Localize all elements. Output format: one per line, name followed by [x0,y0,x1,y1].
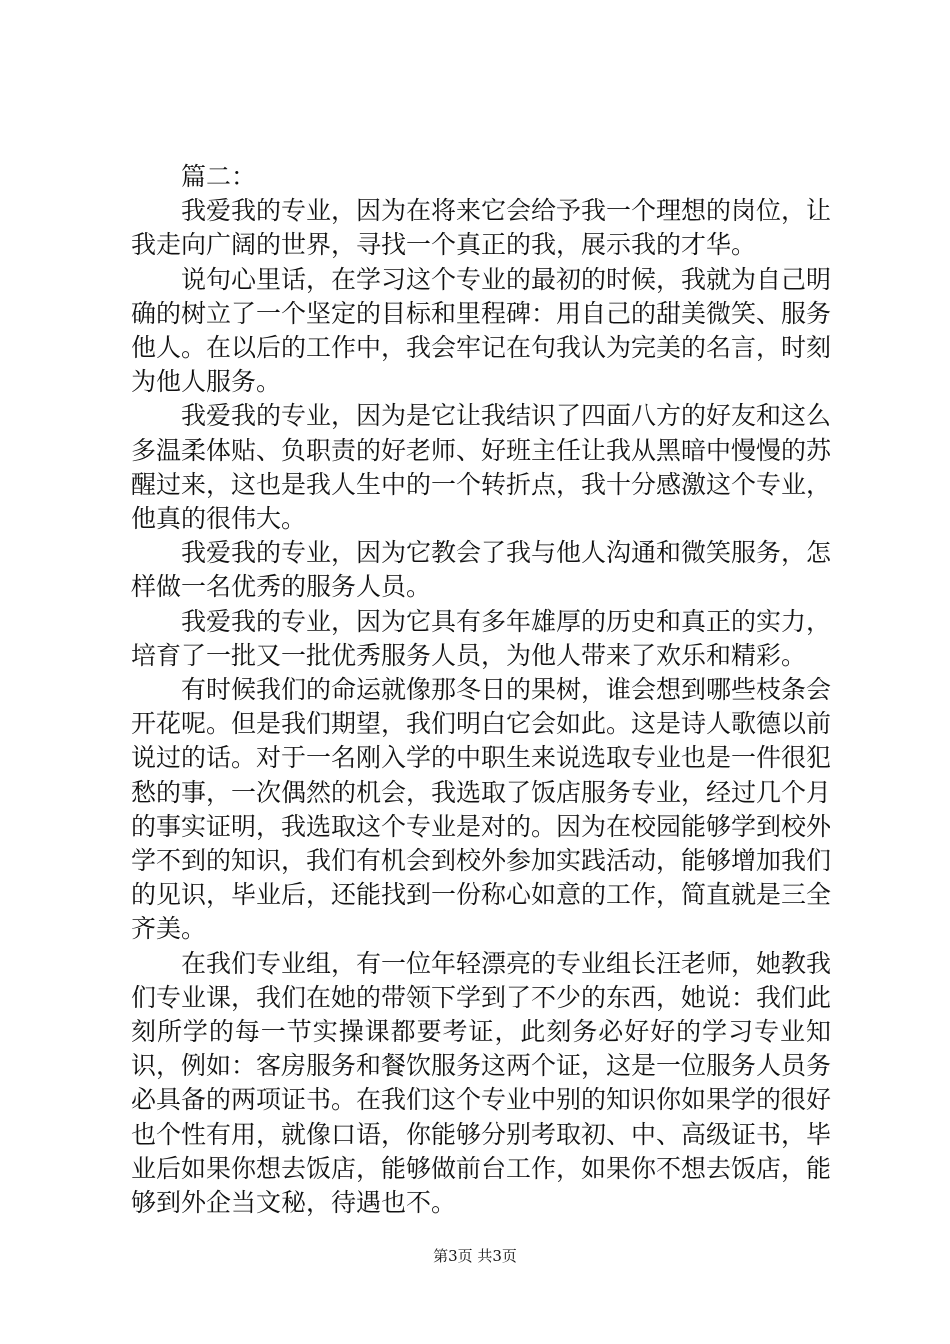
paragraph: 我爱我的专业，因为在将来它会给予我一个理想的岗位，让我走向广阔的世界，寻找一个真正的我，展示我的才华。 [131,196,832,260]
paragraph: 我爱我的专业，因为它教会了我与他人沟通和微笑服务，怎样做一名优秀的服务人员。 [131,538,832,602]
paragraph: 我爱我的专业，因为它具有多年雄厚的历史和真正的实力，培育了一批又一批优秀服务人员，为他人带来了欢乐和精彩。 [131,606,832,670]
paragraph: 说句心里话，在学习这个专业的最初的时候，我就为自己明确的树立了一个坚定的目标和里程碑：用自己的甜美微笑、服务他人。在以后的工作中，我会牢记在句我认为完美的名言，时刻为他人服务。 [131,264,832,397]
paragraph: 我爱我的专业，因为是它让我结识了四面八方的好友和这么多温柔体贴、负职责的好老师、好班主任让我从黑暗中慢慢的苏醒过来，这也是我人生中的一个转折点，我十分感激这个专业，他真的很伟大。 [131,401,832,534]
document-body [131,160,831,1220]
section-heading: 篇二： [181,162,257,191]
paragraph: 在我们专业组，有一位年轻漂亮的专业组长汪老师，她教我们专业课，我们在她的带领下学到了不少的东西，她说：我们此刻所学的每一节实操课都要考证，此刻务必好好的学习专业知识，例如：客房服务和餐饮服务这两个证，这是一位服务人员务必具备的两项证书。在我们这个专业中别的知识你如果学的很好也个性有用，就像口语，你能够分别考取初、中、高级证书，毕业后如果你想去饭店，能够做前台工作，如果你不想去饭店，能够到外企当文秘，待遇也不。 [131,948,832,1218]
paragraph: 有时候我们的命运就像那冬日的果树，谁会想到哪些枝条会开花呢。但是我们期望，我们明白它会如此。这是诗人歌德以前说过的话。对于一名刚入学的中职生来说选取专业也是一件很犯愁的事，一次偶然的机会，我选取了饭店服务专业，经过几个月的事实证明，我选取这个专业是对的。因为在校园能够学到校外学不到的知识，我们有机会到校外参加实践活动，能够增加我们的见识，毕业后，还能找到一份称心如意的工作，简直就是三全齐美。 [131,675,832,944]
page-number-footer: 第3页 共3页 [433,1247,517,1265]
